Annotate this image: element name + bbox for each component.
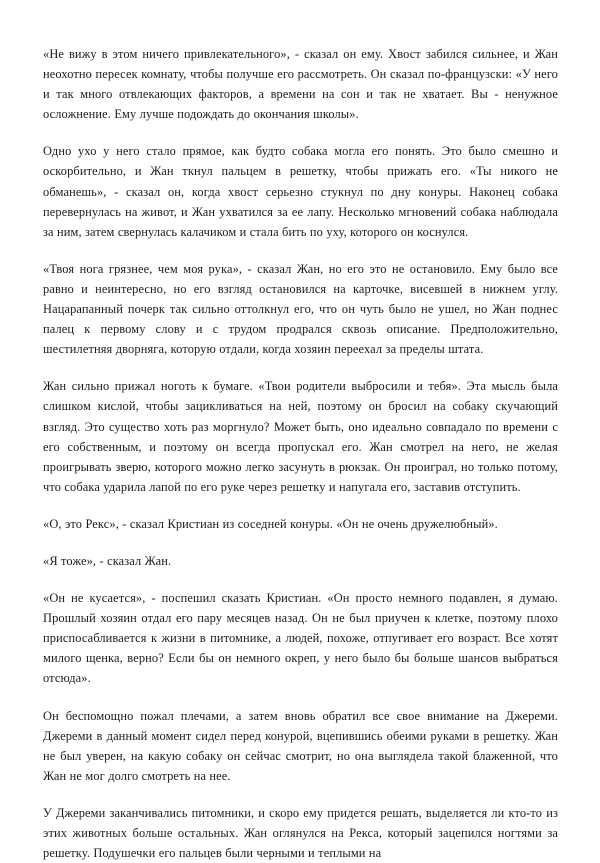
paragraph: У Джереми заканчивались питомники, и скоро ему придется решать, выделяется ли кто-то из этих животных больше остальных. Жан оглянулся на Рекса, который зацепился ногтями за решетку. Подушечки его пальцев были черными и теплыми на bbox=[43, 805, 558, 861]
paragraph: «Я тоже», - сказал Жан. bbox=[43, 553, 172, 568]
paragraph: Жан сильно прижал ноготь к бумаге. «Твои родители выбросили и тебя». Эта мысль была слишком кислой, чтобы зацикливаться на ней, поэтому он бросил на собаку скучающий взгляд. Это существо хоть раз моргнуло? Может быть, оно идеально совпадало по времени с его собственным, и поэтому он всегда пропускал его. Жан смотрел на него, не желая проигрывать зверю, которого можно легко засунуть в рюкзак. Он проиграл, но только потому, что собака ударила лапой по его руке через решетку и напугала его, заставив отступить. bbox=[43, 379, 558, 494]
paragraph: «О, это Рекс», - сказал Кристиан из соседней конуры. «Он не очень дружелюбный». bbox=[43, 516, 498, 531]
paragraph: Он беспомощно пожал плечами, а затем вновь обратил все свое внимание на Джереми. Джереми в данный момент сидел перед конурой, вцепившись обеими руками в решетку. Жан не был уверен, на какую собаку он сейчас смотрит, но она выглядела такой блаженной, что Жан не мог долго смотреть на нее. bbox=[43, 708, 558, 783]
paragraph: «Он не кусается», - поспешил сказать Кристиан. «Он просто немного подавлен, я думаю. Прошлый хозяин отдал его пару месяцев назад. Он не был приучен к клетке, поэтому плохо приспосабливается к жизни в питомнике, а людей, похоже, отпугивает его возраст. Все хотят милого щенка, верно? Если бы он немного окреп, у него было бы больше шансов выбраться отсюда». bbox=[43, 591, 558, 686]
paragraph: «Не вижу в этом ничего привлекательного», - сказал он ему. Хвост забился сильнее, и Жан неохотно пересек комнату, чтобы получше его рассмотреть. Он сказал по-французски: «У него и так много отвлекающих факторов, а времени на сон и так не хватает. Вы - ненужное осложнение. Ему лучше подождать до окончания школы». bbox=[43, 47, 558, 122]
paragraph: «Твоя нога грязнее, чем моя рука», - сказал Жан, но его это не остановило. Ему было все равно и неинтересно, но его взгляд остановился на карточке, висевшей в нижнем углу. Нацарапанный почерк так сильно оттолкнул его, что он чуть было не ушел, но Жан поднес палец к первому слову и с трудом продрался сквозь описание. Предположительно, шестилетняя дворняга, которую отдали, когда хозяин переехал за пределы штата. bbox=[43, 261, 558, 357]
paragraph: Одно ухо у него стало прямое, как будто собака могла его понять. Это было смешно и оскорбительно, и Жан ткнул пальцем в решетку, чтобы прижать его. «Ты никого не обманешь», - сказал он, когда хвост серьезно стукнул по дну конуры. Наконец собака перевернулась на живот, и Жан ухватился за ее лапу. Несколько мгновений собака наблюдала за ним, затем свернулась калачиком и стала бить по уху, которого он коснулся. bbox=[43, 144, 558, 239]
document-body bbox=[43, 44, 558, 863]
